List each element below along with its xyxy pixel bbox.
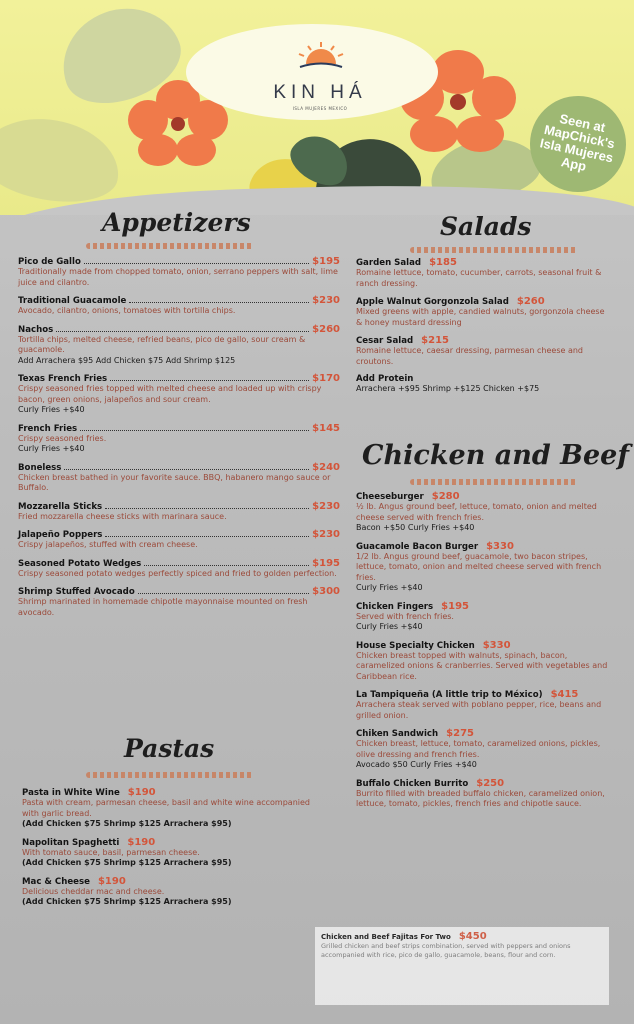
menu-item-price: $230 [312,529,340,540]
menu-item-description: With tomato sauce, basil, parmesan cheese. [22,847,200,857]
dot-leader [144,565,309,566]
menu-item-name: Shrimp Stuffed Avocado [18,587,135,597]
brand-name: KIN HÁ [273,82,367,103]
menu-item-description: Pasta with cream, parmesan cheese, basil and white wine accompanied with garlic bread. [22,798,310,818]
menu-item-description: Crispy seasoned fries. [18,433,107,443]
dot-leader [105,508,309,509]
menu-item-price: $190 [127,787,156,798]
menu-item-description: Crispy jalapeños, stuffed with cream cheese. [18,540,198,549]
menu-item-name: Cesar Salad [356,336,414,346]
menu-item-price: $185 [429,257,457,268]
menu-item-header [22,837,322,848]
menu-item-addons: (Add Chicken $75 Shrimp $125 Arrachera $95) [22,819,232,828]
menu-item-header [356,541,612,552]
menu-item [22,787,322,830]
menu-item [22,876,322,908]
menu-item-price: $280 [431,491,460,502]
menu-item-price: $190 [127,836,156,848]
menu-item-description: Tortilla chips, melted cheese, refried beans, pico de gallo, sour cream & guacamole. [18,334,306,354]
menu-item-addons: Avocado $50 Curly Fries +$40 [356,760,477,769]
menu-item-header [356,257,612,268]
menu-item-price: $300 [312,586,340,597]
menu-item-description: Romaine lettuce, tomato, cucumber, carrots, seasonal fruit & ranch dressing. [356,268,602,288]
menu-item-name: House Specialty Chicken [356,640,475,651]
menu-item-name: Pico de Gallo [18,257,81,267]
menu-item [356,778,612,810]
menu-item-name: Nachos [18,324,54,335]
menu-item-name: Seasoned Potato Wedges [18,558,142,569]
menu-item [18,295,340,317]
brand-location: ISLA MUJERES MEXICO [292,106,348,111]
section-title-pastas: Pastas [124,734,215,763]
menu-item-header [356,778,612,789]
menu-item-addons: (Add Chicken $75 Shrimp $125 Arrachera $95) [22,897,232,906]
menu-item-price: $230 [312,500,340,512]
menu-item-price: $170 [312,373,340,384]
menu-item-addons: Curly Fries +$40 [18,405,85,414]
dot-leader [80,430,309,431]
menu-item-header [356,601,612,612]
menu-item-description: Chicken breast bathed in your favorite sauce. BBQ, habanero mango sauce or Buffalo. [18,472,331,492]
menu-item-name: Chicken Fingers [356,601,434,612]
menu-item-name: Chiken Sandwich [356,729,439,739]
menu-item-name: Guacamole Bacon Burger [356,541,479,552]
menu-item-price: $195 [441,600,469,612]
menu-item-header [18,462,340,473]
menu-item-price: $260 [516,296,545,307]
menu-item-name: Pasta in White Wine [22,788,120,798]
menu-item [18,586,340,618]
menu-item-description: Arrachera steak served with poblano pepper, rice, beans and grilled onion. [356,700,602,720]
menu-item-price: $190 [97,875,126,887]
menu-item-description: Burrito filled with breaded buffalo chicken, caramelized onion, lettuce, tomato, pickles, french fries and chipotle sauce. [356,788,605,808]
menu-item-header [356,374,612,384]
menu-item-name: Add Protein [356,374,414,384]
menu-item-description: Mixed greens with apple, candied walnuts, gorgonzola cheese & honey mustard dressing [356,307,605,327]
menu-item-description: Served with french fries. [356,611,454,621]
menu-item-header [22,787,322,798]
menu-item-name: Jalapeño Poppers [18,530,103,540]
menu-item-header [356,491,612,502]
menu-item [18,558,340,580]
menu-item-header [18,423,340,434]
dot-leader [129,302,309,303]
menu-item-name: Chicken and Beef Fajitas For Two [321,933,451,941]
menu-item [356,257,612,289]
menu-item [18,324,340,367]
sun-logo-icon [294,40,348,70]
menu-item-price: $450 [458,931,487,942]
menu-item-description: 1/2 lb. Angus ground beef, guacamole, two bacon stripes, lettuce, tomato, onion and melted cheese served with french fries. [356,551,602,582]
menu-item [356,335,612,367]
menu-item-header [18,373,340,384]
menu-item-addons: Curly Fries +$40 [356,583,423,592]
promo-badge: Seen at MapChick's Isla Mujeres App [521,87,634,201]
menu-item-name: Cheeseburger [356,492,424,502]
menu-item [356,640,612,683]
menu-item-name: La Tampiqueña (A little trip to México) [356,690,543,700]
menu-item-price: $330 [482,639,511,651]
menu-item-name: Napolitan Spaghetti [22,837,120,848]
menu-item [18,501,340,523]
menu-item-addons: (Add Chicken $75 Shrimp $125 Arrachera $95) [22,858,232,867]
dot-leader [110,380,309,381]
menu-item-addons: Bacon +$50 Curly Fries +$40 [356,523,475,532]
menu-item-addons: Curly Fries +$40 [356,622,423,631]
menu-item-description: Crispy seasoned potato wedges perfectly spiced and fried to golden perfection. [18,568,337,578]
menu-item [18,373,340,416]
section-ornament [410,479,578,485]
section-ornament [410,247,578,253]
menu-item-price: $330 [486,540,514,552]
menu-item [18,256,340,288]
menu-item-description: Avocado, cilantro, onions, tomatoes with tortilla chips. [18,306,236,315]
leaf-decoration [0,108,126,211]
menu-item-name: French Fries [18,423,78,434]
dot-leader [138,593,309,594]
menu-item [18,529,340,551]
section-ornament [86,243,254,249]
menu-item-description: Crispy seasoned fries topped with melted cheese and loaded up with crispy bacon, green onions, jalapeños and sour cream. [18,384,322,404]
menu-item-description: Chicken breast, lettuce, tomato, caramelized onions, pickles, olive dressing and french fries. [356,739,601,759]
menu-item-header [18,529,340,540]
menu-item-header [18,324,340,335]
dot-leader [105,536,309,537]
menu-item-price: $215 [421,335,450,346]
menu-item-price: $250 [476,777,505,789]
menu-item [356,728,612,771]
menu-item-header [18,256,340,267]
menu-item [356,541,612,594]
menu-item-name: Traditional Guacamole [18,296,127,306]
menu-item [18,462,340,494]
menu-item-description: Fried mozzarella cheese sticks with marinara sauce. [18,511,227,521]
section-title-salads: Salads [440,212,532,241]
menu-item-price: $195 [312,557,340,569]
menu-item-price: $275 [446,728,474,739]
menu-item-header [18,586,340,597]
menu-item-header [18,501,340,512]
menu-item [356,491,612,534]
menu-item-header [18,295,340,306]
menu-item-name: Apple Walnut Gorgonzola Salad [356,297,509,307]
section-title-chicken-beef: Chicken and Beef [362,440,629,471]
menu-item-name: Texas French Fries [18,374,108,384]
menu-item-header [356,296,612,307]
menu-item-description: Shrimp marinated in homemade chipotle mayonnaise mounted on fresh avocado. [18,597,308,617]
menu-item-price: $145 [312,422,340,434]
menu-item-addons: Arrachera +$95 Shrimp +$125 Chicken +$75 [356,384,540,393]
menu-item-name: Buffalo Chicken Burrito [356,778,469,789]
menu-item-name: Mozzarella Sticks [18,501,103,512]
menu-item-header [22,876,322,887]
header-banner [0,0,634,215]
menu-item-name: Mac & Cheese [22,876,90,887]
menu-item-addons: Curly Fries +$40 [18,444,85,453]
menu-item-addons: Add Arrachera $95 Add Chicken $75 Add Shrimp $125 [18,355,236,365]
menu-item-header [356,640,612,651]
menu-item-name: Garden Salad [356,258,422,268]
dot-leader [64,469,309,470]
section-ornament [86,772,254,778]
menu-item-price: $415 [550,689,579,700]
menu-item-description: Romaine lettuce, caesar dressing, parmesan cheese and croutons. [356,346,583,366]
menu-item [356,296,612,328]
menu-item-header [18,558,340,569]
menu-item-price: $195 [312,256,340,267]
menu-item-header [356,728,612,739]
menu-item-header [356,335,612,346]
menu-item-header [356,689,612,700]
appetizers-list [18,256,340,625]
dot-leader [56,331,309,332]
menu-item-description: ½ lb. Angus ground beef, lettuce, tomato, onion and melted cheese served with french fries. [356,502,597,522]
menu-item [356,689,612,721]
menu-item-description: Grilled chicken and beef strips combination, served with peppers and onions accompanied with rice, pico de gallo, guacamole, beans, flour and corn. [321,942,571,959]
fajitas-sticker [315,927,609,1005]
menu-item [22,837,322,869]
menu-item-description: Traditionally made from chopped tomato, onion, serrano peppers with salt, lime juice and cilantro. [18,267,338,287]
chicken-beef-list [356,491,612,817]
menu-item-price: $240 [312,461,340,473]
menu-item [356,601,612,633]
dot-leader [84,263,309,264]
menu-item-price: $260 [312,323,340,335]
menu-item-description: Delicious cheddar mac and cheese. [22,886,165,896]
menu-item-price: $230 [312,295,340,306]
menu-item-name: Boneless [18,462,62,473]
pastas-list [22,787,322,915]
salads-list [356,257,612,402]
section-title-appetizers: Appetizers [102,208,251,237]
menu-item [356,374,612,395]
menu-item [18,423,340,455]
menu-item-description: Chicken breast topped with walnuts, spinach, bacon, caramelized onions & cranberries. Served with vegetables and Caribbean rice. [356,650,608,681]
